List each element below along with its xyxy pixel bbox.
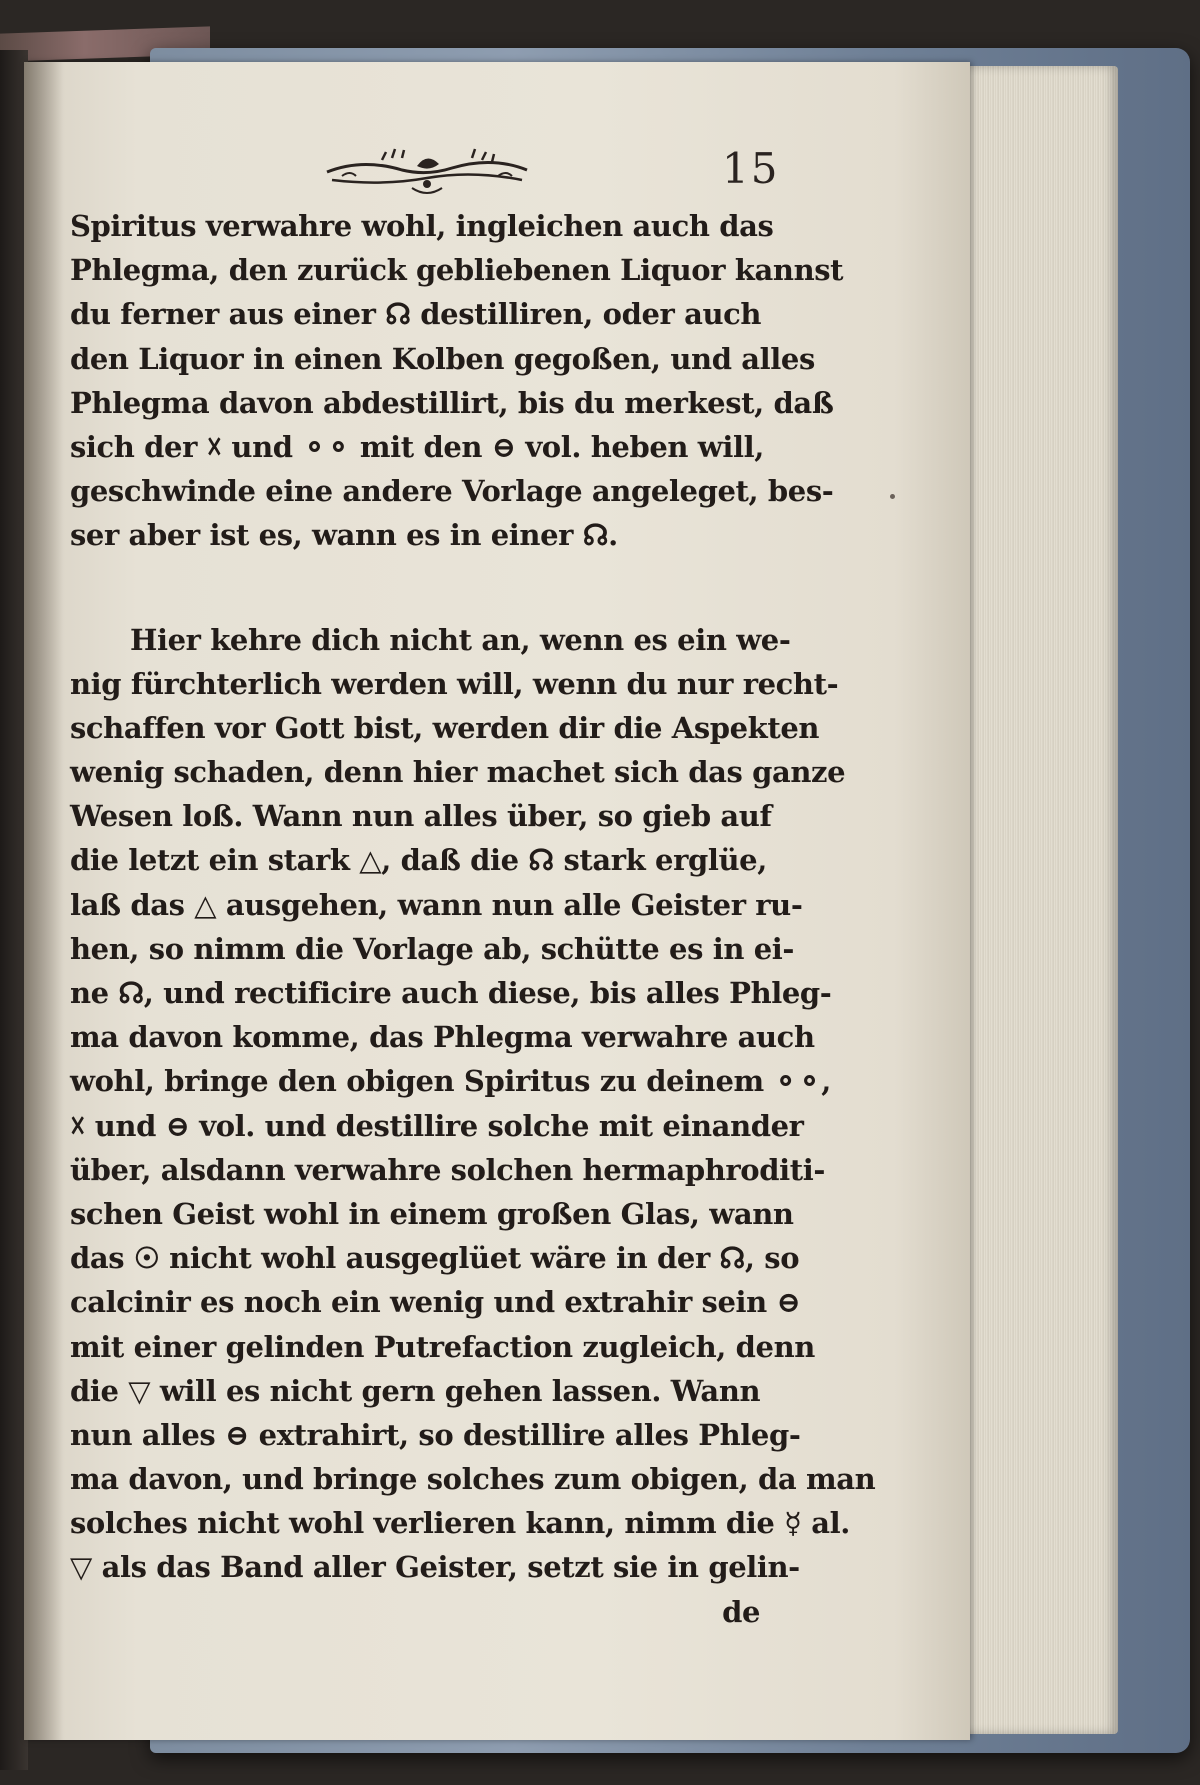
text-line: schen Geist wohl in einem großen Glas, wann: [70, 1196, 794, 1231]
text-line: laß das △ ausgehen, wann nun alle Geister ru-: [70, 887, 803, 922]
page-text: [70, 204, 876, 1634]
text-line: geschwinde eine andere Vorlage angeleget, bes-: [70, 474, 834, 509]
text-line: ▽ als das Band aller Geister, setzt sie in gelin-: [70, 1550, 800, 1585]
text-line: die letzt ein stark △, daß die ☊ stark erglüe,: [70, 843, 767, 878]
text-line: nig fürchterlich werden will, wenn du nur recht-: [70, 666, 839, 701]
text-line: wohl, bringe den obigen Spiritus zu deinem ⚬⚬,: [70, 1064, 831, 1099]
paragraph-2: [70, 618, 876, 1590]
text-line: du ferner aus einer ☊ destilliren, oder auch: [70, 297, 762, 332]
text-line: die ▽ will es nicht gern gehen lassen. Wann: [70, 1373, 761, 1408]
text-line: den Liquor in einen Kolben gegoßen, und alles: [70, 341, 815, 376]
text-line: ma davon, und bringe solches zum obigen, da man: [70, 1462, 876, 1497]
page-number: 15: [722, 144, 780, 193]
text-line: ☓ und ⊖ vol. und destillire solche mit einander: [70, 1108, 804, 1143]
text-line: sich der ☓ und ⚬⚬ mit den ⊖ vol. heben will,: [70, 429, 764, 464]
text-line: solches nicht wohl verlieren kann, nimm die ☿ al.: [70, 1506, 850, 1541]
text-line: das ☉ nicht wohl ausgeglüet wäre in der ☊, so: [70, 1241, 800, 1276]
text-line: über, alsdann verwahre solchen hermaphroditi-: [70, 1152, 825, 1187]
paragraph-gap: [70, 558, 760, 618]
paragraph-1: [70, 204, 844, 558]
text-line: ne ☊, und rectificire auch diese, bis alles Phleg-: [70, 976, 832, 1010]
gutter-shadow: [24, 62, 64, 1740]
catchword: de: [722, 1594, 760, 1629]
text-line: Phlegma, den zurück gebliebenen Liquor kannst: [70, 253, 844, 288]
page-block-edge: [950, 66, 1118, 1734]
text-line: schaffen vor Gott bist, werden dir die Aspekten: [70, 710, 820, 745]
text-line: wenig schaden, denn hier machet sich das ganze: [70, 755, 846, 790]
text-line: Wesen loß. Wann nun alles über, so gieb auf: [70, 799, 772, 834]
paper-speck: [890, 494, 895, 499]
text-line: nun alles ⊖ extrahirt, so destillire alles Phleg-: [70, 1417, 801, 1452]
text-line: ma davon komme, das Phlegma verwahre auch: [70, 1020, 815, 1055]
text-line: Hier kehre dich nicht an, wenn es ein we-: [130, 622, 791, 657]
text-line: calcinir es noch ein wenig und extrahir sein ⊖: [70, 1285, 801, 1320]
text-line: hen, so nimm die Vorlage ab, schütte es in ei-: [70, 931, 795, 966]
text-line: Phlegma davon abdestillirt, bis du merkest, daß: [70, 385, 834, 420]
text-line: mit einer gelinden Putrefaction zugleich, denn: [70, 1329, 815, 1364]
text-line: Spiritus verwahre wohl, ingleichen auch das: [70, 209, 774, 243]
book-page: [24, 62, 970, 1740]
floral-headpiece-icon: [322, 140, 532, 200]
text-line: ser aber ist es, wann es in einer ☊.: [70, 518, 618, 553]
